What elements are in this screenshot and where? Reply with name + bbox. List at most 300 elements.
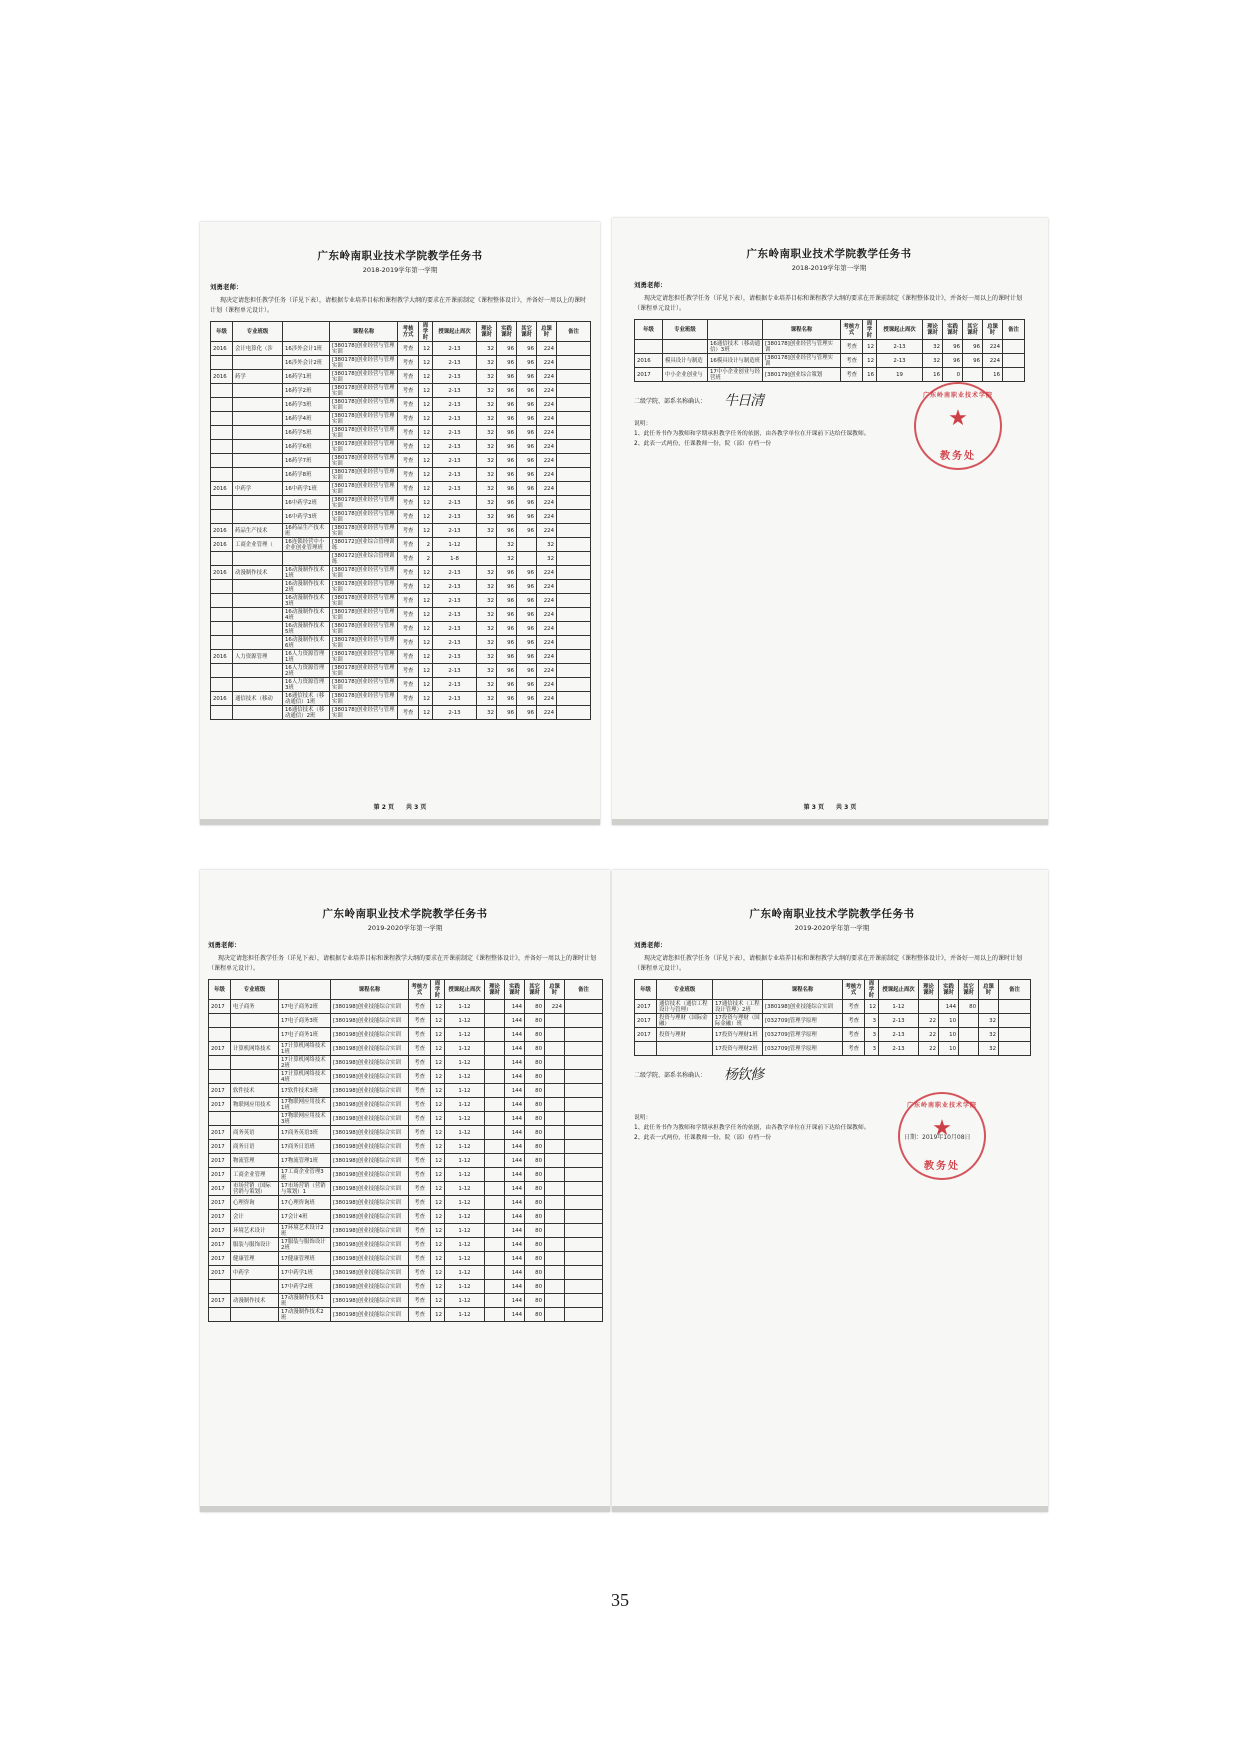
table-cell [557, 468, 591, 482]
table-cell: 96 [517, 440, 537, 454]
column-header: 其它课时 [525, 980, 545, 1000]
note-item: 1、此任务书作为教师和学期承担教学任务的依据，由各教学单位在开课前下达给任课教师。 [634, 431, 870, 438]
table-cell [485, 1182, 505, 1196]
table-cell [557, 538, 591, 552]
table-cell: 考查 [398, 398, 419, 412]
table-cell: 考查 [843, 1042, 865, 1056]
table-header-row [209, 980, 603, 1000]
table-cell: [380178]创业经营与管理实训 [330, 426, 398, 440]
table-cell [233, 440, 283, 454]
table-cell: 2017 [635, 1000, 657, 1014]
table-cell: 96 [497, 678, 517, 692]
table-cell [565, 1084, 603, 1098]
table-cell [565, 1252, 603, 1266]
table-cell: 考查 [398, 440, 419, 454]
table-cell [209, 1056, 231, 1070]
table-cell: 2017 [635, 1014, 657, 1028]
table-cell: [380198]创业技能综合实训 [331, 1308, 409, 1322]
table-cell: 药品生产技术 [233, 524, 283, 538]
table-cell: 1-12 [879, 1000, 919, 1014]
table-cell [545, 1308, 565, 1322]
table-cell: 96 [517, 454, 537, 468]
table-cell: 80 [525, 1294, 545, 1308]
table-cell: 32 [979, 1028, 999, 1042]
table-cell: 224 [537, 370, 557, 384]
table-cell: [380178]创业经营与管理实训 [330, 664, 398, 678]
table-cell: 2017 [209, 1182, 231, 1196]
table-cell [545, 1140, 565, 1154]
table-cell: 考查 [409, 1252, 431, 1266]
table-cell: 2-13 [433, 468, 477, 482]
table-row [209, 1280, 603, 1294]
table-row [211, 468, 591, 482]
table-cell: 16涉外会计1班 [283, 342, 330, 356]
table-cell [557, 482, 591, 496]
column-header [708, 320, 763, 340]
table-cell [211, 356, 233, 370]
table-cell: 工商企业管理（ [233, 538, 283, 552]
table-cell [565, 1210, 603, 1224]
column-header: 专业班级 [657, 980, 713, 1000]
table-cell: 16通信技术（移动通信）1班 [283, 692, 330, 706]
table-cell: 12 [431, 1112, 445, 1126]
table-cell [999, 1014, 1031, 1028]
table-cell: 2-13 [433, 608, 477, 622]
table-cell: 96 [517, 706, 537, 720]
table-cell: 17动漫制作技术2班 [279, 1308, 331, 1322]
table-cell: 17中小企业创业与经营班 [708, 368, 763, 382]
table-cell: 1-12 [445, 1154, 485, 1168]
column-header [279, 980, 331, 1000]
table-cell: 80 [525, 1084, 545, 1098]
table-cell: 224 [537, 608, 557, 622]
table-cell: 144 [505, 1140, 525, 1154]
table-cell: 80 [525, 1210, 545, 1224]
table-cell: 考查 [398, 636, 419, 650]
table-cell: [380198]创业技能综合实训 [331, 1070, 409, 1084]
table-cell: 12 [419, 384, 433, 398]
table-cell [545, 1056, 565, 1070]
table-cell: 80 [525, 1042, 545, 1056]
table-cell: 224 [537, 664, 557, 678]
table-cell: 16药品生产技术班 [283, 524, 330, 538]
table-cell [477, 538, 497, 552]
table-cell [545, 1126, 565, 1140]
table-row [209, 1140, 603, 1154]
table-cell: 考查 [409, 1308, 431, 1322]
table-cell [557, 412, 591, 426]
table-cell: 17计算机网络技术4班 [279, 1070, 331, 1084]
table-cell: 12 [431, 1000, 445, 1014]
table-cell: 12 [419, 510, 433, 524]
table-cell: 96 [943, 354, 963, 368]
table-cell: 16通信技术（移动通信）2班 [283, 706, 330, 720]
table-cell: 16人力资源管理3班 [283, 678, 330, 692]
table-cell: 32 [979, 1014, 999, 1028]
table-cell: 80 [525, 1070, 545, 1084]
table-cell [233, 594, 283, 608]
table-cell [557, 664, 591, 678]
table-cell [485, 1140, 505, 1154]
table-cell: 96 [517, 384, 537, 398]
column-header: 备注 [999, 980, 1031, 1000]
table-cell [557, 636, 591, 650]
table-cell: 32 [477, 440, 497, 454]
table-cell: [380198]创业技能综合实训 [331, 1028, 409, 1042]
table-cell: 12 [419, 650, 433, 664]
doc-title: 广东岭南职业技术学院教学任务书 [746, 248, 912, 260]
table-row [211, 510, 591, 524]
table-cell: 12 [419, 524, 433, 538]
table-cell: [380198]创业技能综合实训 [331, 1042, 409, 1056]
table-cell: 2017 [635, 368, 663, 382]
table-cell: [380178]创业经营与管理实训 [330, 608, 398, 622]
table-cell: 96 [497, 398, 517, 412]
table-cell: 2-13 [879, 1028, 919, 1042]
table-row [209, 1210, 603, 1224]
table-cell: [380198]创业技能综合实训 [331, 1196, 409, 1210]
table-cell: 考查 [398, 678, 419, 692]
table-cell: 考查 [409, 1280, 431, 1294]
table-cell: 19 [877, 368, 923, 382]
table-cell [233, 510, 283, 524]
table-cell: 96 [517, 496, 537, 510]
table-cell [657, 1042, 713, 1056]
table-cell: 17中药学2班 [279, 1280, 331, 1294]
table-cell: 96 [497, 412, 517, 426]
table-cell: 动漫制作技术 [233, 566, 283, 580]
table-cell: 224 [537, 384, 557, 398]
table-cell: 2-13 [433, 580, 477, 594]
table-cell: 80 [525, 1098, 545, 1112]
table-header-row [635, 320, 1025, 340]
table-cell: 2-13 [433, 426, 477, 440]
column-header: 总课时 [537, 322, 557, 342]
column-header: 周学时 [865, 980, 879, 1000]
table-cell: 计算机网络技术 [231, 1042, 279, 1056]
table-cell [485, 1294, 505, 1308]
table-row [211, 454, 591, 468]
table-cell: 考查 [398, 468, 419, 482]
table-cell: 80 [525, 1000, 545, 1014]
table-cell: 32 [477, 482, 497, 496]
table-cell: 96 [517, 468, 537, 482]
table-cell: 96 [517, 426, 537, 440]
table-cell [557, 426, 591, 440]
table-cell [557, 552, 591, 566]
table-cell [557, 524, 591, 538]
table-cell: [380198]创业技能综合实训 [331, 1238, 409, 1252]
task-table [634, 979, 1031, 1056]
table-cell: 17计算机网络技术2班 [279, 1056, 331, 1070]
table-cell: 224 [537, 454, 557, 468]
table-cell: 考查 [398, 412, 419, 426]
table-row [211, 706, 591, 720]
table-cell [545, 1294, 565, 1308]
table-cell [211, 384, 233, 398]
table-row [211, 482, 591, 496]
table-row [209, 1112, 603, 1126]
column-header: 专业班级 [233, 322, 283, 342]
column-header: 课程名称 [763, 320, 841, 340]
table-cell: 17计算机网络技术1班 [279, 1042, 331, 1056]
table-cell [517, 552, 537, 566]
table-cell: [380178]创业经营与管理实训 [330, 342, 398, 356]
table-row [211, 580, 591, 594]
greeting: 刘勇老师： [210, 283, 243, 291]
table-cell: 考查 [398, 622, 419, 636]
table-row [209, 1182, 603, 1196]
table-cell [211, 706, 233, 720]
table-cell: 商务英语 [231, 1126, 279, 1140]
table-cell: 12 [431, 1308, 445, 1322]
table-cell [565, 1168, 603, 1182]
table-cell [565, 1308, 603, 1322]
table-cell: 17商务英语3班 [279, 1126, 331, 1140]
table-cell: 1-12 [445, 1084, 485, 1098]
table-cell: 2017 [209, 1126, 231, 1140]
table-cell: 考查 [398, 482, 419, 496]
table-cell: 2-13 [433, 706, 477, 720]
table-cell [545, 1196, 565, 1210]
table-cell [211, 398, 233, 412]
table-cell: 80 [525, 1238, 545, 1252]
table-cell: 12 [419, 580, 433, 594]
table-cell: 考查 [398, 552, 419, 566]
table-row [209, 1000, 603, 1014]
table-cell [485, 1168, 505, 1182]
table-cell: 10 [939, 1014, 959, 1028]
table-cell: 96 [517, 608, 537, 622]
table-cell: 144 [505, 1224, 525, 1238]
table-cell: 2017 [209, 1042, 231, 1056]
table-cell: 12 [419, 440, 433, 454]
table-header [635, 320, 1025, 340]
table-body [209, 1000, 603, 1322]
table-cell: 2-13 [433, 440, 477, 454]
table-cell: 32 [477, 384, 497, 398]
table-cell: [380178]创业经营与管理实训 [330, 440, 398, 454]
table-cell: 80 [525, 1126, 545, 1140]
table-cell [485, 1252, 505, 1266]
table-body [635, 340, 1025, 382]
table-cell: 考查 [409, 1154, 431, 1168]
table-cell: 96 [497, 440, 517, 454]
table-row [211, 538, 591, 552]
table-cell: 2017 [209, 1084, 231, 1098]
table-cell: 32 [477, 566, 497, 580]
table-row [209, 1042, 603, 1056]
seal-bottom-text: 教务处 [924, 1161, 960, 1172]
seal-top-text: 广东岭南职业技术学院 [906, 1102, 977, 1109]
table-cell [211, 468, 233, 482]
table-cell: 32 [477, 412, 497, 426]
table-cell [211, 426, 233, 440]
table-cell: 2017 [209, 1154, 231, 1168]
table-cell: 考查 [409, 1084, 431, 1098]
table-cell: 考查 [398, 664, 419, 678]
page-footer: 第 3 页 共 3 页 [803, 804, 857, 811]
table-cell [233, 678, 283, 692]
table-cell [545, 1112, 565, 1126]
table-cell: 1-12 [445, 1266, 485, 1280]
table-cell [545, 1168, 565, 1182]
table-cell [565, 1042, 603, 1056]
table-cell: [380178]创业经营与管理实训 [763, 340, 841, 354]
table-cell: 12 [419, 412, 433, 426]
table-cell: 考查 [398, 496, 419, 510]
table-cell: 1-12 [445, 1252, 485, 1266]
table-cell: 144 [505, 1126, 525, 1140]
table-cell: 96 [497, 608, 517, 622]
column-header: 专业班级 [663, 320, 708, 340]
table-cell: 2017 [209, 1210, 231, 1224]
table-cell: 考查 [398, 538, 419, 552]
task-table [210, 321, 591, 720]
table-cell [211, 622, 233, 636]
sign-confirmation [634, 1064, 1030, 1084]
table-cell: 12 [419, 608, 433, 622]
table-row [209, 1266, 603, 1280]
table-cell: 12 [431, 1280, 445, 1294]
table-cell: 17服装与服饰设计2班 [279, 1238, 331, 1252]
column-header: 备注 [565, 980, 603, 1000]
table-cell: 96 [517, 692, 537, 706]
table-cell [231, 1280, 279, 1294]
table-row [211, 692, 591, 706]
table-cell: 2016 [211, 650, 233, 664]
table-cell: 考查 [398, 692, 419, 706]
column-header: 授课起止周次 [445, 980, 485, 1000]
table-row [211, 594, 591, 608]
task-table [634, 319, 1025, 382]
table-row [209, 1238, 603, 1252]
table-cell: [380198]创业技能综合实训 [331, 1154, 409, 1168]
table-cell: 软件技术 [231, 1084, 279, 1098]
doc-title: 广东岭南职业技术学院教学任务书 [317, 250, 483, 262]
table-cell: 224 [537, 706, 557, 720]
table-cell [635, 340, 663, 354]
table-cell: 2017 [209, 1168, 231, 1182]
table-cell: [032709]管理学原理 [763, 1014, 843, 1028]
table-cell: 考查 [398, 454, 419, 468]
table-cell: [380198]创业技能综合实训 [331, 1168, 409, 1182]
table-cell: [380178]创业经营与管理实训 [330, 706, 398, 720]
table-cell: 32 [477, 594, 497, 608]
column-header: 理论课时 [477, 322, 497, 342]
table-cell [209, 1280, 231, 1294]
table-cell: 16药学4班 [283, 412, 330, 426]
table-cell [233, 552, 283, 566]
table-cell: 80 [525, 1224, 545, 1238]
table-cell: 10 [939, 1042, 959, 1056]
table-cell: 16动漫制作技术1班 [283, 566, 330, 580]
table-cell: 16动漫制作技术6班 [283, 636, 330, 650]
table-cell: 17软件技术3班 [279, 1084, 331, 1098]
table-body [635, 1000, 1031, 1056]
table-cell: 1-8 [433, 552, 477, 566]
table-cell: 96 [517, 482, 537, 496]
table-cell: 224 [537, 692, 557, 706]
table-cell: [380198]创业技能综合实训 [331, 1056, 409, 1070]
table-cell: 2017 [209, 1000, 231, 1014]
table-cell: 考查 [409, 1182, 431, 1196]
table-cell: 通信技术（通信工程设计与管理） [657, 1000, 713, 1014]
table-cell: 32 [477, 398, 497, 412]
table-cell: 2-13 [433, 594, 477, 608]
table-cell: 2017 [209, 1140, 231, 1154]
table-cell [557, 678, 591, 692]
table-cell: 2-13 [433, 524, 477, 538]
table-cell: 32 [477, 356, 497, 370]
table-row [209, 1294, 603, 1308]
table-row [209, 1056, 603, 1070]
star-icon: ★ [948, 406, 968, 431]
table-cell [557, 580, 591, 594]
table-cell: 16药学2班 [283, 384, 330, 398]
table-cell: 动漫制作技术 [231, 1294, 279, 1308]
table-cell: 通信技术（移动 [233, 692, 283, 706]
greeting: 刘勇老师： [634, 281, 667, 289]
table-cell: 12 [419, 566, 433, 580]
table-cell [565, 1028, 603, 1042]
table-cell: 模具设计与制造 [663, 354, 708, 368]
table-cell: 96 [517, 622, 537, 636]
table-cell: 96 [497, 356, 517, 370]
table-header [209, 980, 603, 1000]
table-cell: 2-13 [433, 384, 477, 398]
table-cell [545, 1266, 565, 1280]
column-header: 总课时 [979, 980, 999, 1000]
column-header: 专业班级 [231, 980, 279, 1000]
table-cell: 224 [537, 622, 557, 636]
table-cell: 物联网应用技术 [231, 1098, 279, 1112]
table-cell: 96 [517, 664, 537, 678]
scan-page-3 [200, 870, 610, 1512]
table-cell [231, 1070, 279, 1084]
table-row [211, 650, 591, 664]
table-cell: 1-12 [445, 1000, 485, 1014]
table-cell: 32 [477, 678, 497, 692]
table-cell: 96 [497, 454, 517, 468]
doc-title: 广东岭南职业技术学院教学任务书 [749, 908, 915, 920]
table-cell [545, 1224, 565, 1238]
table-cell [485, 1042, 505, 1056]
table-cell: 96 [497, 426, 517, 440]
table-cell: 12 [863, 354, 877, 368]
table-cell [485, 1070, 505, 1084]
table-cell [485, 1280, 505, 1294]
table-cell: 224 [537, 580, 557, 594]
table-cell: 考查 [398, 650, 419, 664]
table-cell: 96 [517, 398, 537, 412]
table-cell: 1-12 [445, 1014, 485, 1028]
table-row [211, 426, 591, 440]
table-cell: 32 [497, 538, 517, 552]
table-cell [477, 552, 497, 566]
table-cell: 16药学1班 [283, 370, 330, 384]
stamp-date: 日期：2019年10月08日 [904, 1134, 971, 1141]
table-cell: [380178]创业经营与管理实训 [330, 468, 398, 482]
table-cell: 80 [525, 1028, 545, 1042]
table-cell: 96 [497, 468, 517, 482]
table-row [209, 1168, 603, 1182]
table-cell: 224 [537, 594, 557, 608]
table-row [211, 496, 591, 510]
table-cell: 96 [517, 650, 537, 664]
table-cell [545, 1028, 565, 1042]
column-header: 实践课时 [505, 980, 525, 1000]
